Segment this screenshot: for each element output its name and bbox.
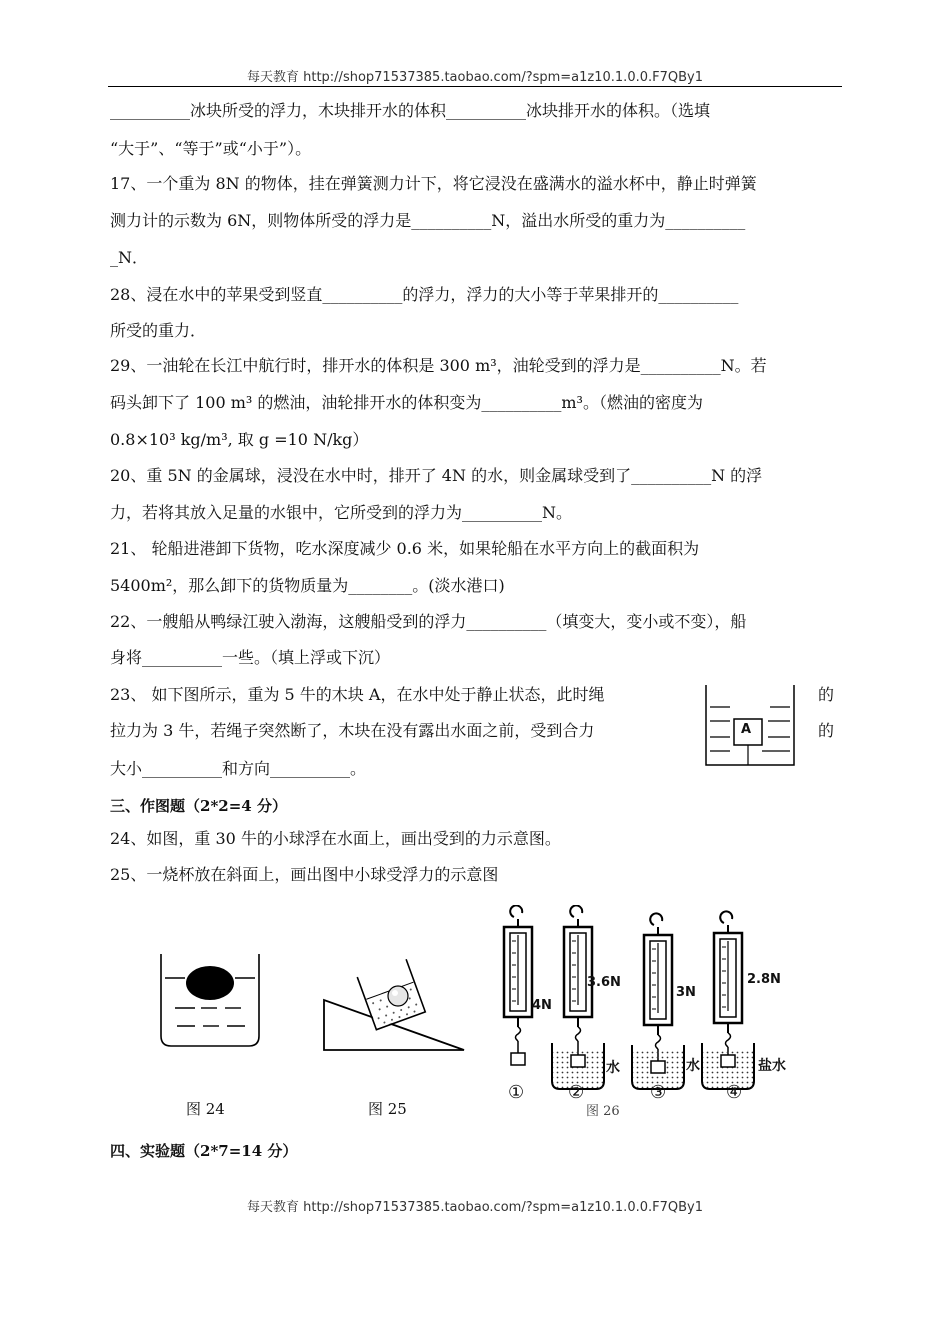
text-line: _N．: [110, 248, 149, 267]
section-title: 四、实验题（2*7=14 分）: [110, 1142, 298, 1160]
liquid-label-3: 水: [686, 1058, 700, 1074]
fig26-label: 图 26: [586, 1104, 620, 1119]
text-line: 身将__________一些。（填上浮或下沉）: [110, 648, 391, 667]
fig25-incline: [320, 952, 470, 1054]
q23-line: 23、 如下图所示，重为 5 牛的木块 A，在水中处于静止状态，此时绳: [110, 685, 605, 704]
fig25-label: 图 25: [368, 1100, 407, 1118]
text-line: __________冰块所受的浮力，木块排开水的体积__________冰块排开水的体积。（选填: [110, 101, 711, 120]
q23-suffix: 的: [818, 721, 835, 740]
text-line: 力，若将其放入足量的水银中，它所受到的浮力为__________N。: [110, 503, 573, 522]
q23-suffix: 的: [818, 685, 835, 704]
reading-2: 3.6N: [587, 975, 621, 990]
header-rule: [108, 86, 842, 87]
q17-line: 17、一个重为 8N 的物体，挂在弹簧测力计下，将它浸没在盛满水的溢水杯中，静止时弹簧: [110, 174, 757, 193]
fig26-num-4: ④: [726, 1082, 743, 1103]
q28-line: 28、浸在水中的苹果受到竖直__________的浮力，浮力的大小等于苹果排开的__________: [110, 285, 739, 304]
text-line: 码头卸下了 100 m³ 的燃油，油轮排开水的体积变为__________m³。（燃油的密度为: [110, 393, 703, 412]
page-footer: 每天教育 http://shop71537385.taobao.com/?spm=a1z10.1.0.0.F7QBy1: [246, 1200, 703, 1215]
text-line: 5400m²，那么卸下的货物质量为________。(淡水港口): [110, 576, 505, 595]
fig26-num-1: ①: [508, 1082, 525, 1103]
text-line: 大小__________和方向__________。: [110, 759, 367, 778]
fig26-num-3: ③: [650, 1082, 667, 1103]
fig24-label: 图 24: [186, 1100, 225, 1118]
q25-line: 25、一烧杯放在斜面上，画出图中小球受浮力的示意图: [110, 865, 499, 884]
reading-1: 4N: [532, 998, 552, 1013]
q24-line: 24、如图，重 30 牛的小球浮在水面上，画出受到的力示意图。: [110, 829, 561, 848]
liquid-label-4: 盐水: [758, 1058, 786, 1074]
text-line: 拉力为 3 牛，若绳子突然断了，木块在没有露出水面之前，受到合力: [110, 721, 595, 740]
q20-line: 20、重 5N 的金属球，浸没在水中时，排开了 4N 的水，则金属球受到了__________N 的浮: [110, 466, 763, 485]
text-line: “大于”、“等于”或“小于”）。: [110, 139, 312, 158]
q29-line: 29、一油轮在长江中航行时，排开水的体积是 300 m³，油轮受到的浮力是__________N。若: [110, 356, 767, 375]
reading-4: 2.8N: [747, 972, 781, 987]
page-header: 每天教育 http://shop71537385.taobao.com/?spm=a1z10.1.0.0.F7QBy1: [246, 70, 703, 85]
text-line: 0.8×10³ kg/m³, 取 g =10 N/kg）: [110, 430, 369, 449]
text-line: 测力计的示数为 6N，则物体所受的浮力是__________N，溢出水所受的重力为__________: [110, 211, 746, 230]
text-line: 所受的重力．: [110, 321, 207, 340]
q21-line: 21、 轮船进港卸下货物，吃水深度减少 0.6 米，如果轮船在水平方向上的截面积为: [110, 539, 700, 558]
fig24-beaker: [155, 950, 265, 1050]
q22-line: 22、一艘船从鸭绿江驶入渤海，这艘船受到的浮力__________（填变大，变小或不变），船: [110, 612, 747, 631]
reading-3: 3N: [676, 985, 696, 1000]
section-title: 三、作图题（2*2=4 分）: [110, 797, 287, 815]
block-label: A: [741, 722, 752, 737]
fig26-num-2: ②: [568, 1082, 585, 1103]
liquid-label-2: 水: [606, 1060, 620, 1076]
